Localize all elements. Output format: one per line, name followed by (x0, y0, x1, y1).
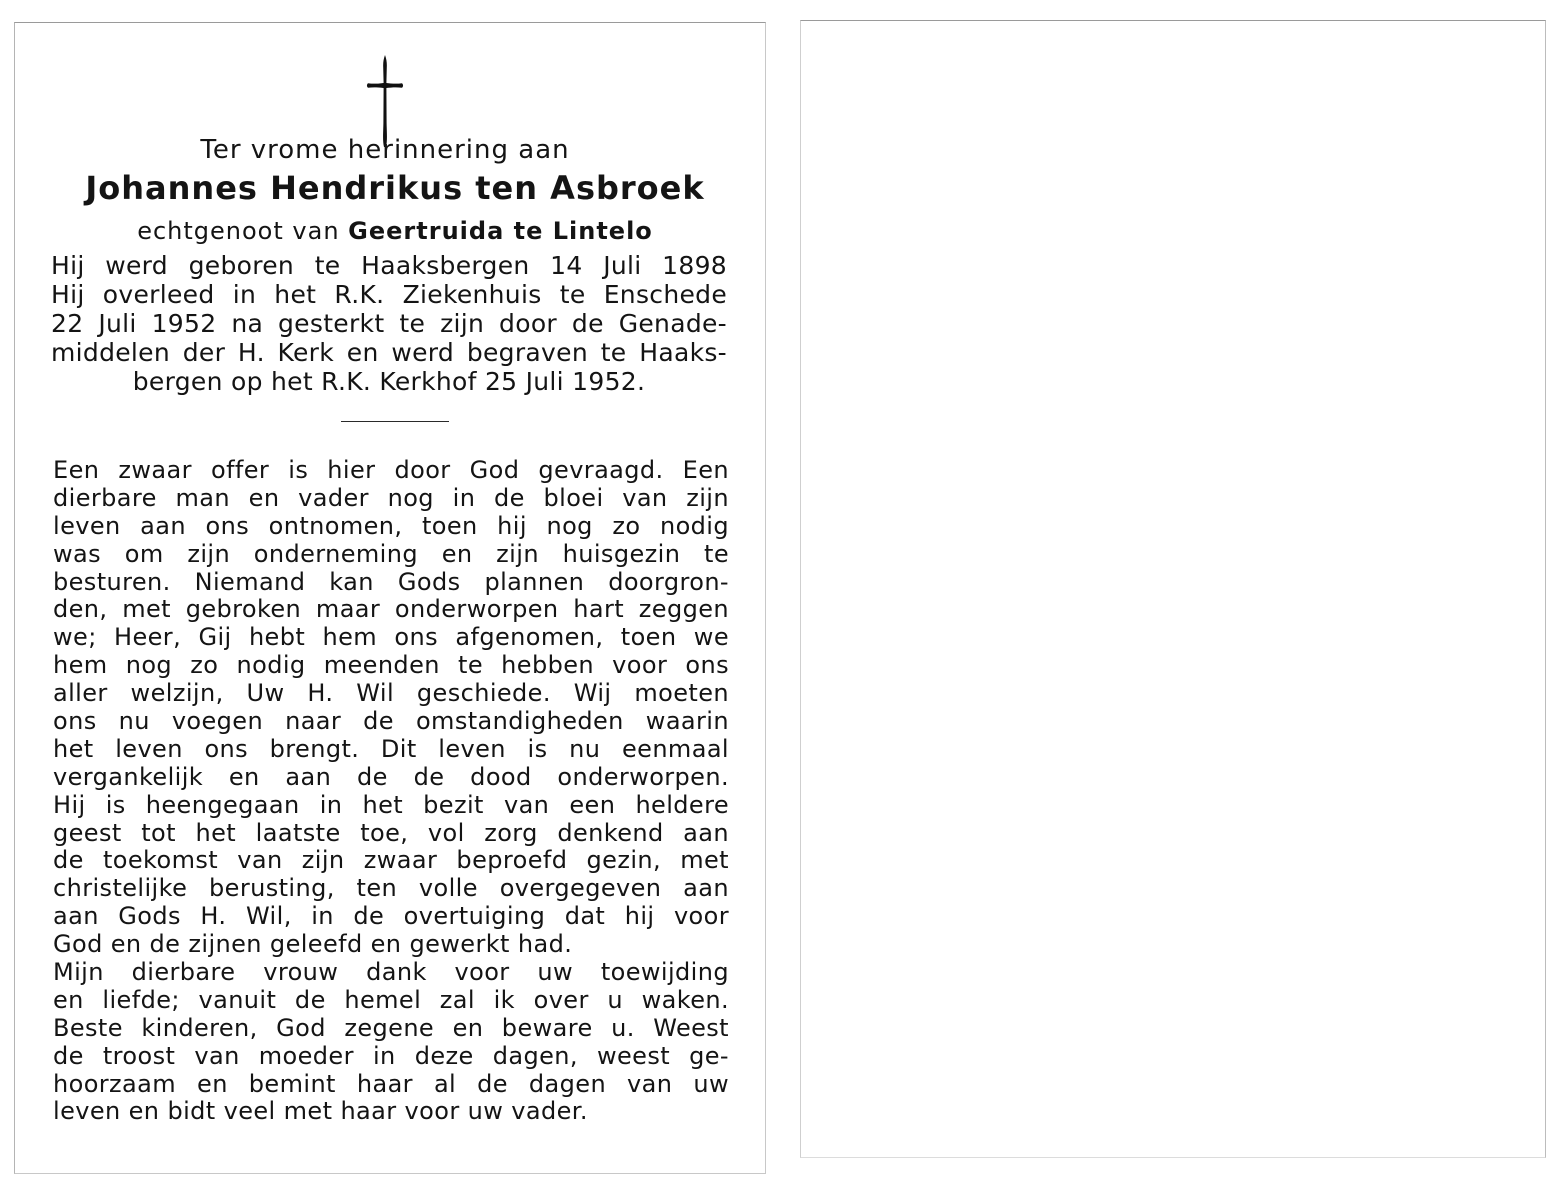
spouse-name: Geertruida te Lintelo (348, 217, 653, 245)
message-line: het leven ons brengt. Dit leven is nu eenmaal (53, 734, 729, 763)
deceased-name: Johannes Hendrikus ten Asbroek (85, 169, 705, 207)
spouse-line (15, 217, 775, 245)
bio-line: middelen der H. Kerk en werd begraven te Haaks- (51, 338, 727, 367)
message-line: Hij is heengegaan in het bezit van een heldere (53, 790, 729, 819)
prayer-card-back (800, 20, 1546, 1158)
message-line: hem nog zo nodig meenden te hebben voor ons (53, 651, 729, 680)
message-line: en liefde; vanuit de hemel zal ik over u waken. (53, 985, 729, 1014)
message-line: leven aan ons ontnomen, toen hij nog zo nodig (53, 511, 729, 540)
bio-line: 22 Juli 1952 na gesterkt te zijn door de Genade- (51, 309, 727, 338)
message-line: Mijn dierbare vrouw dank voor uw toewijding (53, 958, 729, 987)
message-line: leven en bidt veel met haar voor uw vader. (53, 1097, 588, 1126)
message-line: christelijke berusting, ten volle overgegeven aan (53, 874, 729, 903)
message-line: God en de zijnen geleefd en gewerkt had. (53, 930, 573, 959)
bio-line: Hij werd geboren te Haaksbergen 14 Juli 1898 (51, 251, 727, 280)
message-line: hoorzaam en bemint haar al de dagen van uw (53, 1069, 729, 1098)
biography-paragraph (51, 251, 727, 396)
message-line: den, met gebroken maar onderworpen hart zeggen (53, 595, 729, 624)
message-line: de toekomst van zijn zwaar beproefd gezin, met (53, 846, 729, 875)
message-line: Een zwaar offer is hier door God gevraagd. Een (53, 456, 729, 484)
message-line: aller welzijn, Uw H. Wil geschiede. Wij moeten (53, 679, 729, 708)
message-line: we; Heer, Gij hebt hem ons afgenomen, toen we (53, 623, 729, 652)
prayer-card-front (14, 22, 766, 1174)
message-line: dierbare man en vader nog in de bloei van zijn (53, 483, 729, 512)
message-line: was om zijn onderneming en zijn huisgezin te (53, 539, 729, 568)
section-divider (341, 421, 449, 422)
dedication-line: Ter vrome herinnering aan (200, 135, 570, 165)
message-line: ons nu voegen naar de omstandigheden waarin (53, 707, 729, 736)
spouse-label: echtgenoot van (137, 217, 340, 245)
message-line: geest tot het laatste toe, vol zorg denkend aan (53, 818, 729, 847)
message-line: de troost van moeder in deze dagen, weest ge- (53, 1041, 729, 1070)
message-line: aan Gods H. Wil, in de overtuiging dat hij voor (53, 902, 729, 931)
bio-line: Hij overleed in het R.K. Ziekenhuis te Enschede (51, 280, 727, 309)
memorial-message (53, 457, 729, 1126)
message-line: Beste kinderen, God zegene en beware u. Weest (53, 1013, 729, 1042)
bio-line: bergen op het R.K. Kerkhof 25 Juli 1952. (132, 367, 646, 396)
message-line: besturen. Niemand kan Gods plannen doorgron- (53, 567, 729, 596)
message-line: vergankelijk en aan de de dood onderworpen. (53, 762, 729, 791)
